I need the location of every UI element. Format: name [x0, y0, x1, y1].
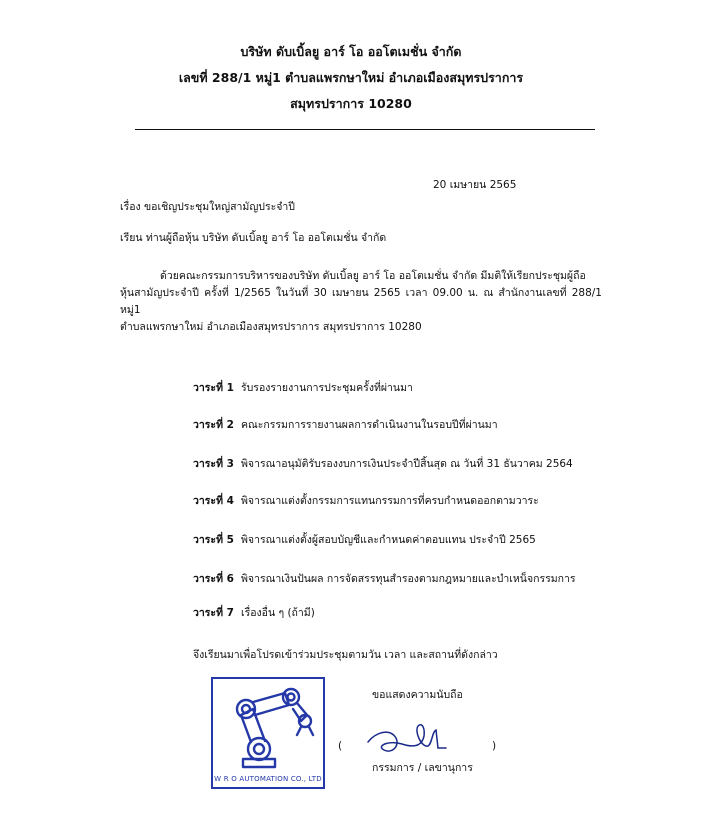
- agenda-text: พิจารณาอนุมัติรับรองงบการเงินประจำปีสิ้นสุด ณ วันที่ 31 ธันวาคม 2564: [241, 458, 573, 470]
- body-line-1: ด้วยคณะกรรมการบริหารของบริษัท ดับเบิ้ลยู อาร์ โอ ออโตเมชั่น จำกัด มีมติให้เรียกประชุมผู้ถือ: [160, 270, 586, 282]
- agenda-number: วาระที่ 1: [193, 382, 234, 394]
- letter-recipient: เรียน ท่านผู้ถือหุ้น บริษัท ดับเบิ้ลยู อาร์ โอ ออโตเมชั่น จำกัด: [120, 232, 387, 244]
- agenda-item: [193, 379, 613, 396]
- agenda-number: วาระที่ 2: [193, 419, 234, 431]
- regards-text: ขอแสดงความนับถือ: [372, 689, 463, 701]
- company-address-line2: สมุทรปราการ 10280: [290, 96, 412, 111]
- agenda-item: [193, 531, 613, 548]
- letter-body: [120, 268, 602, 336]
- agenda-text: พิจารณาแต่งตั้งกรรมการแทนกรรมการที่ครบกำหนดออกตามวาระ: [241, 495, 539, 507]
- handwritten-signature: [362, 708, 458, 760]
- signer-title: กรรมการ / เลขานุการ: [372, 762, 473, 774]
- agenda-text: พิจารณาแต่งตั้งผู้สอบบัญชีและกำหนดค่าตอบแทน ประจำปี 2565: [241, 534, 536, 546]
- agenda-item: [193, 455, 613, 472]
- company-stamp: [211, 677, 325, 789]
- agenda-number: วาระที่ 3: [193, 458, 234, 470]
- agenda-text: คณะกรรมการรายงานผลการดำเนินงานในรอบปีที่ผ่านมา: [241, 419, 498, 431]
- agenda-number: วาระที่ 7: [193, 607, 234, 619]
- signature-close-paren: ): [492, 740, 497, 752]
- agenda-text: รับรองรายงานการประชุมครั้งที่ผ่านมา: [241, 382, 413, 394]
- body-line-3: ตำบลแพรกษาใหม่ อำเภอเมืองสมุทรปราการ สมุทรปราการ 10280: [120, 321, 422, 333]
- signature-open-paren: (: [338, 740, 343, 752]
- agenda-number: วาระที่ 5: [193, 534, 234, 546]
- robot-arm-icon: [213, 679, 323, 787]
- agenda-item: [193, 570, 613, 587]
- agenda-item: [193, 416, 613, 433]
- letter-subject: เรื่อง ขอเชิญประชุมใหญ่สามัญประจำปี: [120, 201, 295, 213]
- stamp-company-text: W R O AUTOMATION CO., LTD: [214, 775, 322, 783]
- agenda-item: [193, 492, 613, 509]
- closing-sentence: จึงเรียนมาเพื่อโปรดเข้าร่วมประชุมตามวัน เวลา และสถานที่ดังกล่าว: [193, 649, 498, 661]
- company-name: บริษัท ดับเบิ้ลยู อาร์ โอ ออโตเมชั่น จำกัด: [240, 44, 462, 59]
- agenda-text: เรื่องอื่น ๆ (ถ้ามี): [241, 607, 315, 619]
- agenda-item: [193, 604, 613, 621]
- agenda-number: วาระที่ 6: [193, 573, 234, 585]
- body-line-2: หุ้นสามัญประจำปี ครั้งที่ 1/2565 ในวันที่ 30 เมษายน 2565 เวลา 09.00 น. ณ สำนักงานเลขที่ 288/1 หมู่1: [120, 287, 602, 316]
- letter-date: 20 เมษายน 2565: [433, 179, 517, 191]
- header-divider: [135, 129, 595, 130]
- agenda-text: พิจารณาเงินปันผล การจัดสรรทุนสำรองตามกฎหมายและบำเหน็จกรรมการ: [241, 573, 576, 585]
- agenda-number: วาระที่ 4: [193, 495, 234, 507]
- company-address-line1: เลขที่ 288/1 หมู่1 ตำบลแพรกษาใหม่ อำเภอเมืองสมุทรปราการ: [178, 70, 524, 85]
